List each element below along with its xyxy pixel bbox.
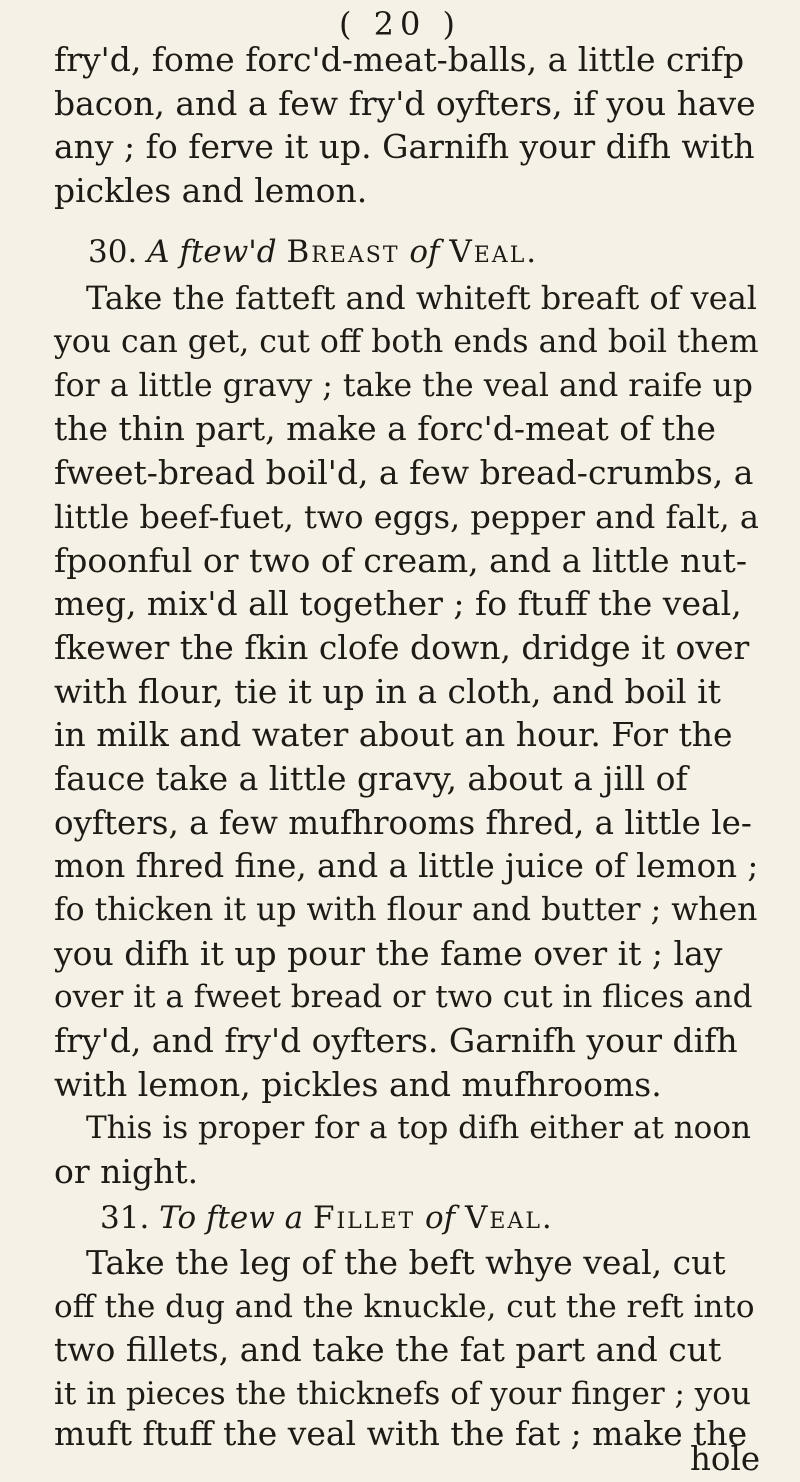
recipe-30-heading bbox=[88, 229, 538, 275]
text-line: in milk and water about an hour. For the bbox=[54, 715, 733, 754]
recipe-title-of: of bbox=[424, 1200, 456, 1236]
text-line: Take the fatteft and whiteft breaft of veal bbox=[86, 279, 757, 317]
page-number: ( 20 ) bbox=[338, 5, 462, 43]
recipe-title-caps: Breast bbox=[286, 234, 400, 270]
text-line: fkewer the fkin clofe down, dridge it over bbox=[54, 628, 750, 667]
recipe-number: 31. bbox=[100, 1200, 150, 1236]
text-line: bacon, and a few fry'd oyfters, if you have bbox=[54, 84, 756, 123]
recipe-title-caps: Veal. bbox=[449, 234, 539, 270]
text-line: muft ftuff the veal with the fat ; make the bbox=[54, 1414, 748, 1453]
text-line: for a little gravy ; take the veal and raife up bbox=[54, 368, 753, 404]
recipe-title-caps: Veal. bbox=[464, 1200, 554, 1236]
text-line: with flour, tie it up in a cloth, and boil it bbox=[54, 672, 721, 711]
text-line: Take the leg of the beft whye veal, cut bbox=[86, 1243, 726, 1282]
recipe-title-italic: To ftew a bbox=[159, 1200, 304, 1236]
catchword: hole bbox=[690, 1440, 761, 1478]
text-line: fauce take a little gravy, about a jill of bbox=[54, 759, 688, 798]
text-line: fpoonful or two of cream, and a little nut- bbox=[54, 541, 747, 580]
text-line: you difh it up pour the fame over it ; lay bbox=[54, 934, 723, 973]
text-line: over it a fweet bread or two cut in flices and bbox=[54, 979, 753, 1015]
recipe-number: 30. bbox=[88, 234, 138, 270]
text-line: the thin part, make a forc'd-meat of the bbox=[54, 409, 716, 448]
text-line: or night. bbox=[54, 1152, 199, 1191]
text-line: fo thicken it up with flour and butter ; when bbox=[54, 892, 758, 928]
recipe-title-caps: Fillet bbox=[312, 1200, 416, 1236]
recipe-title-italic: A ftew'd bbox=[147, 234, 277, 270]
text-line: mon fhred fine, and a little juice of lemon ; bbox=[54, 847, 759, 885]
text-line: two fillets, and take the fat part and cut bbox=[54, 1330, 722, 1369]
text-line: off the dug and the knuckle, cut the reft into bbox=[54, 1289, 755, 1325]
text-line: fry'd, fome forc'd-meat-balls, a little crifp bbox=[54, 40, 745, 79]
text-line: fweet-bread boil'd, a few bread-crumbs, a bbox=[54, 453, 754, 492]
text-line: pickles and lemon. bbox=[54, 171, 368, 210]
text-line: little beef-fuet, two eggs, pepper and falt, a bbox=[54, 498, 759, 536]
text-line: oyfters, a few mufhrooms fhred, a little le- bbox=[54, 804, 752, 842]
text-line: it in pieces the thicknefs of your finger ; you bbox=[54, 1376, 751, 1412]
recipe-title-of: of bbox=[409, 234, 440, 270]
recipe-31-heading bbox=[100, 1195, 554, 1241]
text-line: with lemon, pickles and mufhrooms. bbox=[54, 1065, 662, 1104]
text-line: meg, mix'd all together ; fo ftuff the veal, bbox=[54, 584, 742, 623]
text-line: any ; fo ferve it up. Garnifh your difh with bbox=[54, 127, 755, 166]
text-line: fry'd, and fry'd oyfters. Garnifh your difh bbox=[54, 1021, 738, 1060]
text-line: This is proper for a top difh either at noon bbox=[86, 1110, 751, 1146]
text-line: you can get, cut off both ends and boil them bbox=[54, 324, 759, 360]
